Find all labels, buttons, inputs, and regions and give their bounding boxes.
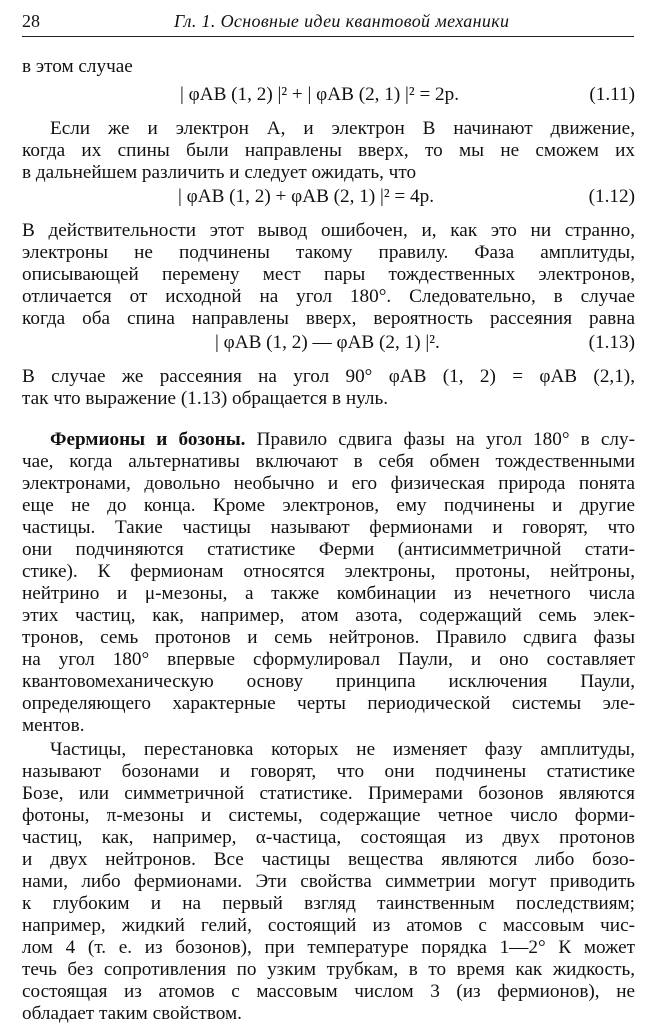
- text-line-05: В действительности этот вывод ошибочен, и, как это ни странно,: [22, 220, 635, 241]
- text-line-19: этих частиц, как, например, атом азота, содержащий семь элек-: [22, 605, 635, 626]
- text-line-09: когда оба спина направлены вверх, вероятность рассеяния равна: [22, 308, 635, 329]
- text-line-30: и двух нейтронов. Все частицы вещества являются либо бозо-: [22, 849, 635, 870]
- text-line-25: Частицы, перестановка которых не изменяет фазу амплитуды,: [50, 739, 635, 760]
- text-line-33: например, жидкий гелий, состоящий из атомов с массовым чис-: [22, 915, 635, 936]
- equation-1-11: [22, 83, 635, 107]
- text-line-26: называют бозонами и говорят, что они подчинены статистике: [22, 761, 635, 782]
- text-line-04: в дальнейшем различить и следует ожидать, что: [22, 162, 417, 183]
- text-line-07: описывающей перемену мест пары тождественных электронов,: [22, 264, 635, 285]
- text-line-10: В случае же рассеяния на угол 90° φAB (1, 2) = φAB (2,1),: [22, 366, 635, 387]
- text-line-03: когда их спины были направлены вверх, то мы не сможем их: [22, 140, 635, 161]
- text-line-28: фотоны, π-мезоны и системы, содержащие четное число форми-: [22, 805, 635, 826]
- text-line-11: так что выражение (1.13) обращается в нуль.: [22, 388, 389, 409]
- equation-1-12-number: (1.12): [588, 186, 635, 207]
- text-line-21: на угол 180° впервые сформулировал Паули, и оно составляет: [22, 649, 635, 670]
- text-line-31: нами, либо фермионами. Эти свойства симметрии могут приводить: [22, 871, 635, 892]
- text-line-18: нейтрино и μ-мезоны, а также комбинации из нечетного числа: [22, 583, 635, 604]
- text-line-16: они подчиняются статистике Ферми (антисимметричной стати-: [22, 539, 635, 560]
- text-line-29: частиц, как, например, α-частица, состоящая из двух протонов: [22, 827, 635, 848]
- equation-1-13: [22, 331, 635, 355]
- running-title: Гл. 1. Основные идеи квантовой механики: [174, 11, 510, 31]
- section-paragraph-first-line: [50, 429, 635, 451]
- text-line-32: к глубоким и на первый взгляд таинственным последствиям;: [22, 893, 635, 914]
- text-line-36: состоящая из атомов с массовым числом 3 (из фермионов), не: [22, 981, 635, 1002]
- text-line-20: тронов, семь протонов и семь нейтронов. Правило сдвига фазы: [22, 627, 635, 648]
- text-line-02: Если же и электрон A, и электрон B начинают движение,: [50, 118, 635, 139]
- equation-1-12: [22, 185, 635, 209]
- text-line-12: чае, когда альтернативы включают в себя обмен тождественными: [22, 451, 635, 472]
- text-line-34: лом 4 (т. е. из бозонов), при температуре порядка 1—2° К может: [22, 937, 635, 958]
- page-number: 28: [22, 11, 40, 31]
- text-line-27: Бозе, или симметричной статистике. Примерами бозонов являются: [22, 783, 635, 804]
- equation-1-12-formula: | φAB (1, 2) + φAB (2, 1) |² = 4p.: [178, 186, 435, 207]
- equation-1-11-number: (1.11): [589, 84, 635, 105]
- text-line-01: в этом случае: [22, 56, 133, 77]
- page-header: [22, 8, 634, 37]
- text-line-06: электроны не подчинены такому правилу. Фаза амплитуды,: [22, 242, 635, 263]
- section-heading-continuation: Правило сдвига фазы на угол 180° в слу-: [256, 429, 635, 450]
- text-line-22: квантовомеханическую основу принципа исключения Паули,: [22, 671, 635, 692]
- text-line-35: течь без сопротивления по узким трубкам, в то время как жидкость,: [22, 959, 635, 980]
- equation-1-13-number: (1.13): [588, 332, 635, 353]
- text-line-24: ментов.: [22, 715, 85, 736]
- text-line-14: еще не до конца. Кроме электронов, ему подчинены и другие: [22, 495, 635, 516]
- text-line-17: стике). К фермионам относятся электроны, протоны, нейтроны,: [22, 561, 635, 582]
- text-line-08: отличается от исходной на угол 180°. Следовательно, в случае: [22, 286, 635, 307]
- text-line-15: частицы. Такие частицы называют фермионами и говорят, что: [22, 517, 635, 538]
- section-heading: Фермионы и бозоны.: [50, 429, 246, 450]
- text-line-13: электронами, довольно необычно и его физическая природа понята: [22, 473, 635, 494]
- text-line-23: определяющего характерные черты периодической системы эле-: [22, 693, 635, 714]
- equation-1-11-formula: | φAB (1, 2) |² + | φAB (2, 1) |² = 2p.: [180, 84, 460, 105]
- text-line-37: обладает таким свойством.: [22, 1003, 242, 1024]
- equation-1-13-formula: | φAB (1, 2) — φAB (2, 1) |².: [215, 332, 440, 353]
